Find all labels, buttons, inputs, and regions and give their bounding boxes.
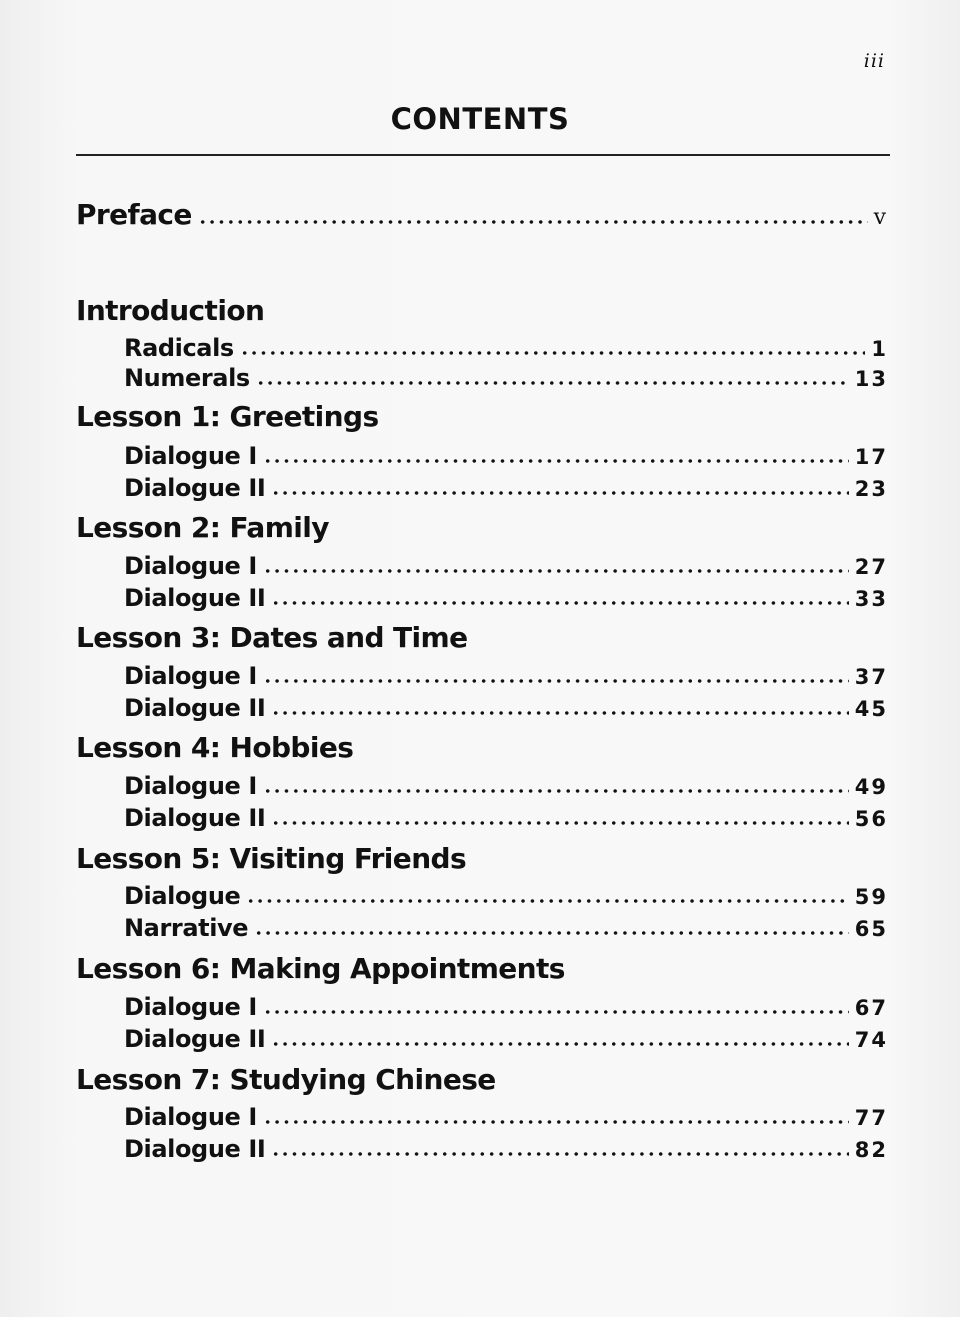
contents-heading: CONTENTS — [390, 102, 570, 136]
dot-leader — [271, 1151, 848, 1157]
toc-section-lesson-3 — [76, 621, 888, 654]
toc-section-label: Introduction — [76, 294, 265, 327]
toc-entry-lesson-7-dialogue-2[interactable] — [124, 1135, 888, 1163]
toc-entry-lesson-2-dialogue-1[interactable] — [124, 552, 888, 580]
dot-leader — [263, 1009, 849, 1015]
dot-leader — [240, 350, 866, 356]
toc-page-number: v — [873, 205, 888, 230]
toc-page-number: 17 — [854, 445, 888, 469]
dot-leader — [271, 710, 848, 716]
toc-page-number: 77 — [854, 1106, 888, 1130]
heading-rule — [76, 154, 890, 156]
toc-entry-lesson-3-dialogue-1[interactable] — [124, 662, 888, 690]
dot-leader — [271, 820, 848, 826]
toc-entry-radicals[interactable] — [124, 334, 888, 362]
toc-page-number: 45 — [854, 697, 888, 721]
toc-section-label: Lesson 7: Studying Chinese — [76, 1063, 496, 1096]
toc-entry-lesson-3-dialogue-2[interactable] — [124, 694, 888, 722]
toc-page-number: 23 — [854, 477, 888, 501]
toc-entry-lesson-1-dialogue-1[interactable] — [124, 442, 888, 470]
dot-leader — [263, 458, 849, 464]
toc-page-number: 13 — [854, 367, 888, 391]
toc-page-number: 82 — [854, 1138, 888, 1162]
toc-page-number: 74 — [854, 1028, 888, 1052]
toc-section-label: Lesson 2: Family — [76, 511, 329, 544]
toc-entry-label: Radicals — [124, 334, 234, 362]
toc-entry-label: Dialogue I — [124, 772, 257, 800]
toc-entry-label: Dialogue II — [124, 474, 266, 502]
toc-section-lesson-2 — [76, 511, 888, 544]
toc-entry-lesson-6-dialogue-1[interactable] — [124, 993, 888, 1021]
toc-entry-label: Dialogue I — [124, 552, 257, 580]
toc-entry-preface[interactable] — [76, 198, 888, 231]
toc-entry-lesson-4-dialogue-2[interactable] — [124, 804, 888, 832]
toc-entry-lesson-7-dialogue-1[interactable] — [124, 1103, 888, 1131]
toc-section-label: Lesson 3: Dates and Time — [76, 621, 468, 654]
toc-page-number: 67 — [854, 996, 888, 1020]
toc-entry-label: Dialogue II — [124, 694, 266, 722]
toc-page-number: 56 — [854, 807, 888, 831]
toc-section-lesson-1 — [76, 400, 888, 433]
toc-section-lesson-6 — [76, 952, 888, 985]
page-number: iii — [863, 50, 885, 72]
toc-page-number: 49 — [854, 775, 888, 799]
toc-page-number: 65 — [854, 917, 888, 941]
toc-section-label: Lesson 5: Visiting Friends — [76, 842, 467, 875]
toc-entry-label: Dialogue — [124, 882, 241, 910]
toc-page-number: 37 — [854, 665, 888, 689]
dot-leader — [254, 930, 849, 936]
toc-entry-label: Dialogue I — [124, 993, 257, 1021]
toc-entry-label: Dialogue I — [124, 662, 257, 690]
dot-leader — [271, 600, 848, 606]
toc-page-number: 27 — [854, 555, 888, 579]
toc-entry-label: Dialogue II — [124, 1025, 266, 1053]
toc-page-number: 33 — [854, 587, 888, 611]
toc-page-number: 1 — [871, 337, 888, 361]
toc-section-label: Lesson 1: Greetings — [76, 400, 379, 433]
toc-section-label: Lesson 6: Making Appointments — [76, 952, 565, 985]
toc-entry-lesson-2-dialogue-2[interactable] — [124, 584, 888, 612]
toc-entry-lesson-4-dialogue-1[interactable] — [124, 772, 888, 800]
dot-leader — [271, 490, 848, 496]
dot-leader — [263, 568, 849, 574]
toc-entry-label: Dialogue I — [124, 1103, 257, 1131]
toc-entry-label: Dialogue II — [124, 1135, 266, 1163]
toc-section-label: Lesson 4: Hobbies — [76, 731, 354, 764]
dot-leader — [271, 1041, 848, 1047]
toc-entry-lesson-6-dialogue-2[interactable] — [124, 1025, 888, 1053]
dot-leader — [263, 678, 849, 684]
toc-entry-label: Dialogue I — [124, 442, 257, 470]
toc-entry-label: Narrative — [124, 914, 249, 942]
toc-section-lesson-7 — [76, 1063, 888, 1096]
dot-leader — [198, 219, 868, 225]
dot-leader — [263, 1119, 849, 1125]
toc-entry-lesson-5-dialogue[interactable] — [124, 882, 888, 910]
toc-entry-lesson-5-narrative[interactable] — [124, 914, 888, 942]
toc-page-number: 59 — [854, 885, 888, 909]
toc-section-lesson-4 — [76, 731, 888, 764]
dot-leader — [256, 380, 849, 386]
dot-leader — [263, 788, 849, 794]
toc-section-introduction — [76, 294, 888, 327]
toc-entry-lesson-1-dialogue-2[interactable] — [124, 474, 888, 502]
toc-section-lesson-5 — [76, 842, 888, 875]
toc-entry-label: Dialogue II — [124, 804, 266, 832]
toc-entry-label: Preface — [76, 198, 192, 231]
toc-entry-numerals[interactable] — [124, 364, 888, 392]
toc-entry-label: Dialogue II — [124, 584, 266, 612]
toc-entry-label: Numerals — [124, 364, 250, 392]
dot-leader — [246, 898, 848, 904]
